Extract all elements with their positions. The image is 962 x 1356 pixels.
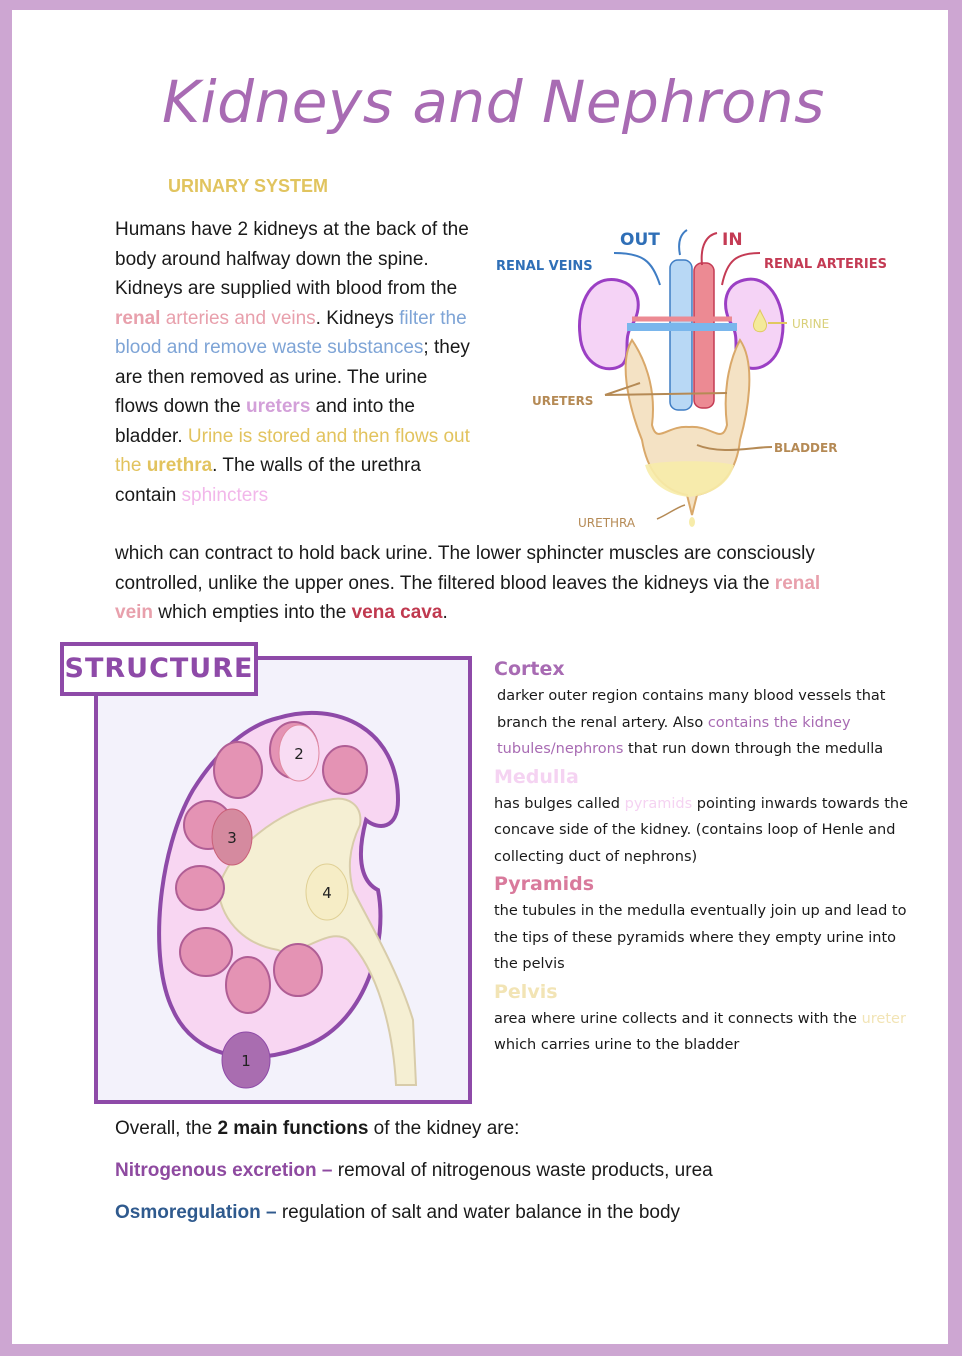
intro-paragraph — [115, 215, 475, 510]
pelvis-description — [494, 1006, 924, 1059]
note-text: that run down through the medulla — [623, 741, 884, 757]
kidney-cross-section-diagram — [98, 690, 460, 1092]
medulla-description — [494, 791, 924, 871]
label-renal-arteries: RENAL ARTERIES — [764, 257, 887, 272]
heading-cortex: Cortex — [494, 658, 565, 680]
vena-cava — [670, 260, 692, 410]
structure-notes — [494, 655, 924, 1059]
marker-3-label: 3 — [227, 829, 237, 847]
pyramid — [226, 957, 270, 1013]
function-item — [115, 1158, 855, 1183]
pyramid — [214, 742, 262, 798]
highlight-ureter: ureter — [861, 1010, 906, 1027]
function-desc: removal of nitrogenous waste products, urea — [337, 1160, 713, 1181]
highlight-renal-vein: renal vein — [115, 572, 821, 623]
marker-2-label: 2 — [294, 745, 304, 763]
highlight-urethra: urethra — [146, 455, 213, 476]
highlight-arteries-veins: arteries and veins — [160, 307, 316, 329]
pyramid — [180, 928, 232, 976]
note-text: has bulges called — [494, 795, 625, 812]
highlight-tubules: contains the kidney tubules/nephrons — [497, 714, 851, 757]
function-item — [115, 1200, 855, 1225]
heading-pelvis: Pelvis — [494, 980, 558, 1003]
label-urine: URINE — [792, 317, 830, 331]
label-urethra: URETHRA — [578, 516, 636, 530]
label-renal-veins: RENAL VEINS — [496, 259, 593, 274]
heading-pyramids: Pyramids — [494, 873, 595, 895]
marker-4-label: 4 — [322, 884, 332, 902]
label-bladder: BLADDER — [774, 441, 838, 455]
pyramid — [323, 746, 367, 794]
kidney-functions — [115, 1116, 855, 1242]
page-title: Kidneys and Nephrons — [162, 68, 825, 136]
pyramid — [274, 944, 322, 996]
intro-text: . — [442, 602, 448, 623]
function-term: Osmoregulation – — [115, 1202, 282, 1223]
functions-intro-text: of the kidney are: — [368, 1118, 520, 1139]
function-term: Nitrogenous excretion – — [115, 1160, 338, 1181]
intro-text: ; they are then removed as urine. The urine flows down the — [115, 337, 470, 417]
note-text: which carries urine to the bladder — [494, 1037, 740, 1053]
functions-intro-text: Overall, the — [115, 1118, 218, 1139]
pyramid — [176, 866, 224, 910]
highlight-pyramids: pyramids — [624, 795, 693, 812]
highlight-filter: filter the blood and remove waste substances — [115, 307, 467, 358]
section-subtitle: URINARY SYSTEM — [168, 176, 329, 196]
highlight-sphincters: sphincters — [181, 484, 269, 506]
note-text: pointing inwards towards the concave side of the kidney. (contains loop of Henle and collecting duct of nephrons) — [494, 795, 908, 865]
intro-paragraph-continued — [115, 539, 855, 628]
highlight-renal: renal — [115, 307, 161, 329]
aorta — [694, 263, 714, 408]
function-desc: regulation of salt and water balance in the body — [281, 1202, 681, 1223]
intro-text: which can contract to hold back urine. The lower sphincter muscles are consciously controlled, unlike the upper ones. The filtered blood leaves the kidneys via the — [115, 543, 815, 594]
intro-text: which empties into the — [153, 602, 352, 623]
label-in: IN — [722, 230, 743, 250]
intro-text: . Kidneys — [315, 307, 400, 329]
cortex-description — [494, 683, 924, 763]
highlight-stored: Urine is stored and then flows out the — [115, 425, 470, 476]
structure-tag: STRUCTURE — [60, 642, 258, 696]
highlight-vena-cava: vena cava — [351, 602, 443, 623]
intro-text: . The walls of the urethra contain — [115, 455, 421, 506]
heading-medulla: Medulla — [494, 765, 579, 788]
label-out: OUT — [620, 230, 660, 250]
pyramids-description: the tubules in the medulla eventually join up and lead to the tips of these pyramids where they empty urine into the pelvis — [494, 903, 907, 972]
functions-intro-bold: 2 main functions — [217, 1118, 369, 1139]
functions-intro — [115, 1116, 855, 1141]
label-ureters: URETERS — [532, 394, 594, 408]
intro-text: Humans have 2 kidneys at the back of the body around halfway down the spine. Kidneys are supplied with blood from the — [115, 219, 469, 299]
page — [12, 10, 948, 1344]
highlight-ureters: ureters — [245, 396, 311, 417]
note-text: darker outer region contains many blood vessels that branch the renal artery. Also — [497, 688, 886, 731]
intro-text: and into the bladder. — [115, 396, 415, 447]
marker-1-label: 1 — [241, 1052, 251, 1070]
urinary-system-diagram — [482, 215, 922, 535]
note-text: area where urine collects and it connects with the — [494, 1010, 862, 1027]
